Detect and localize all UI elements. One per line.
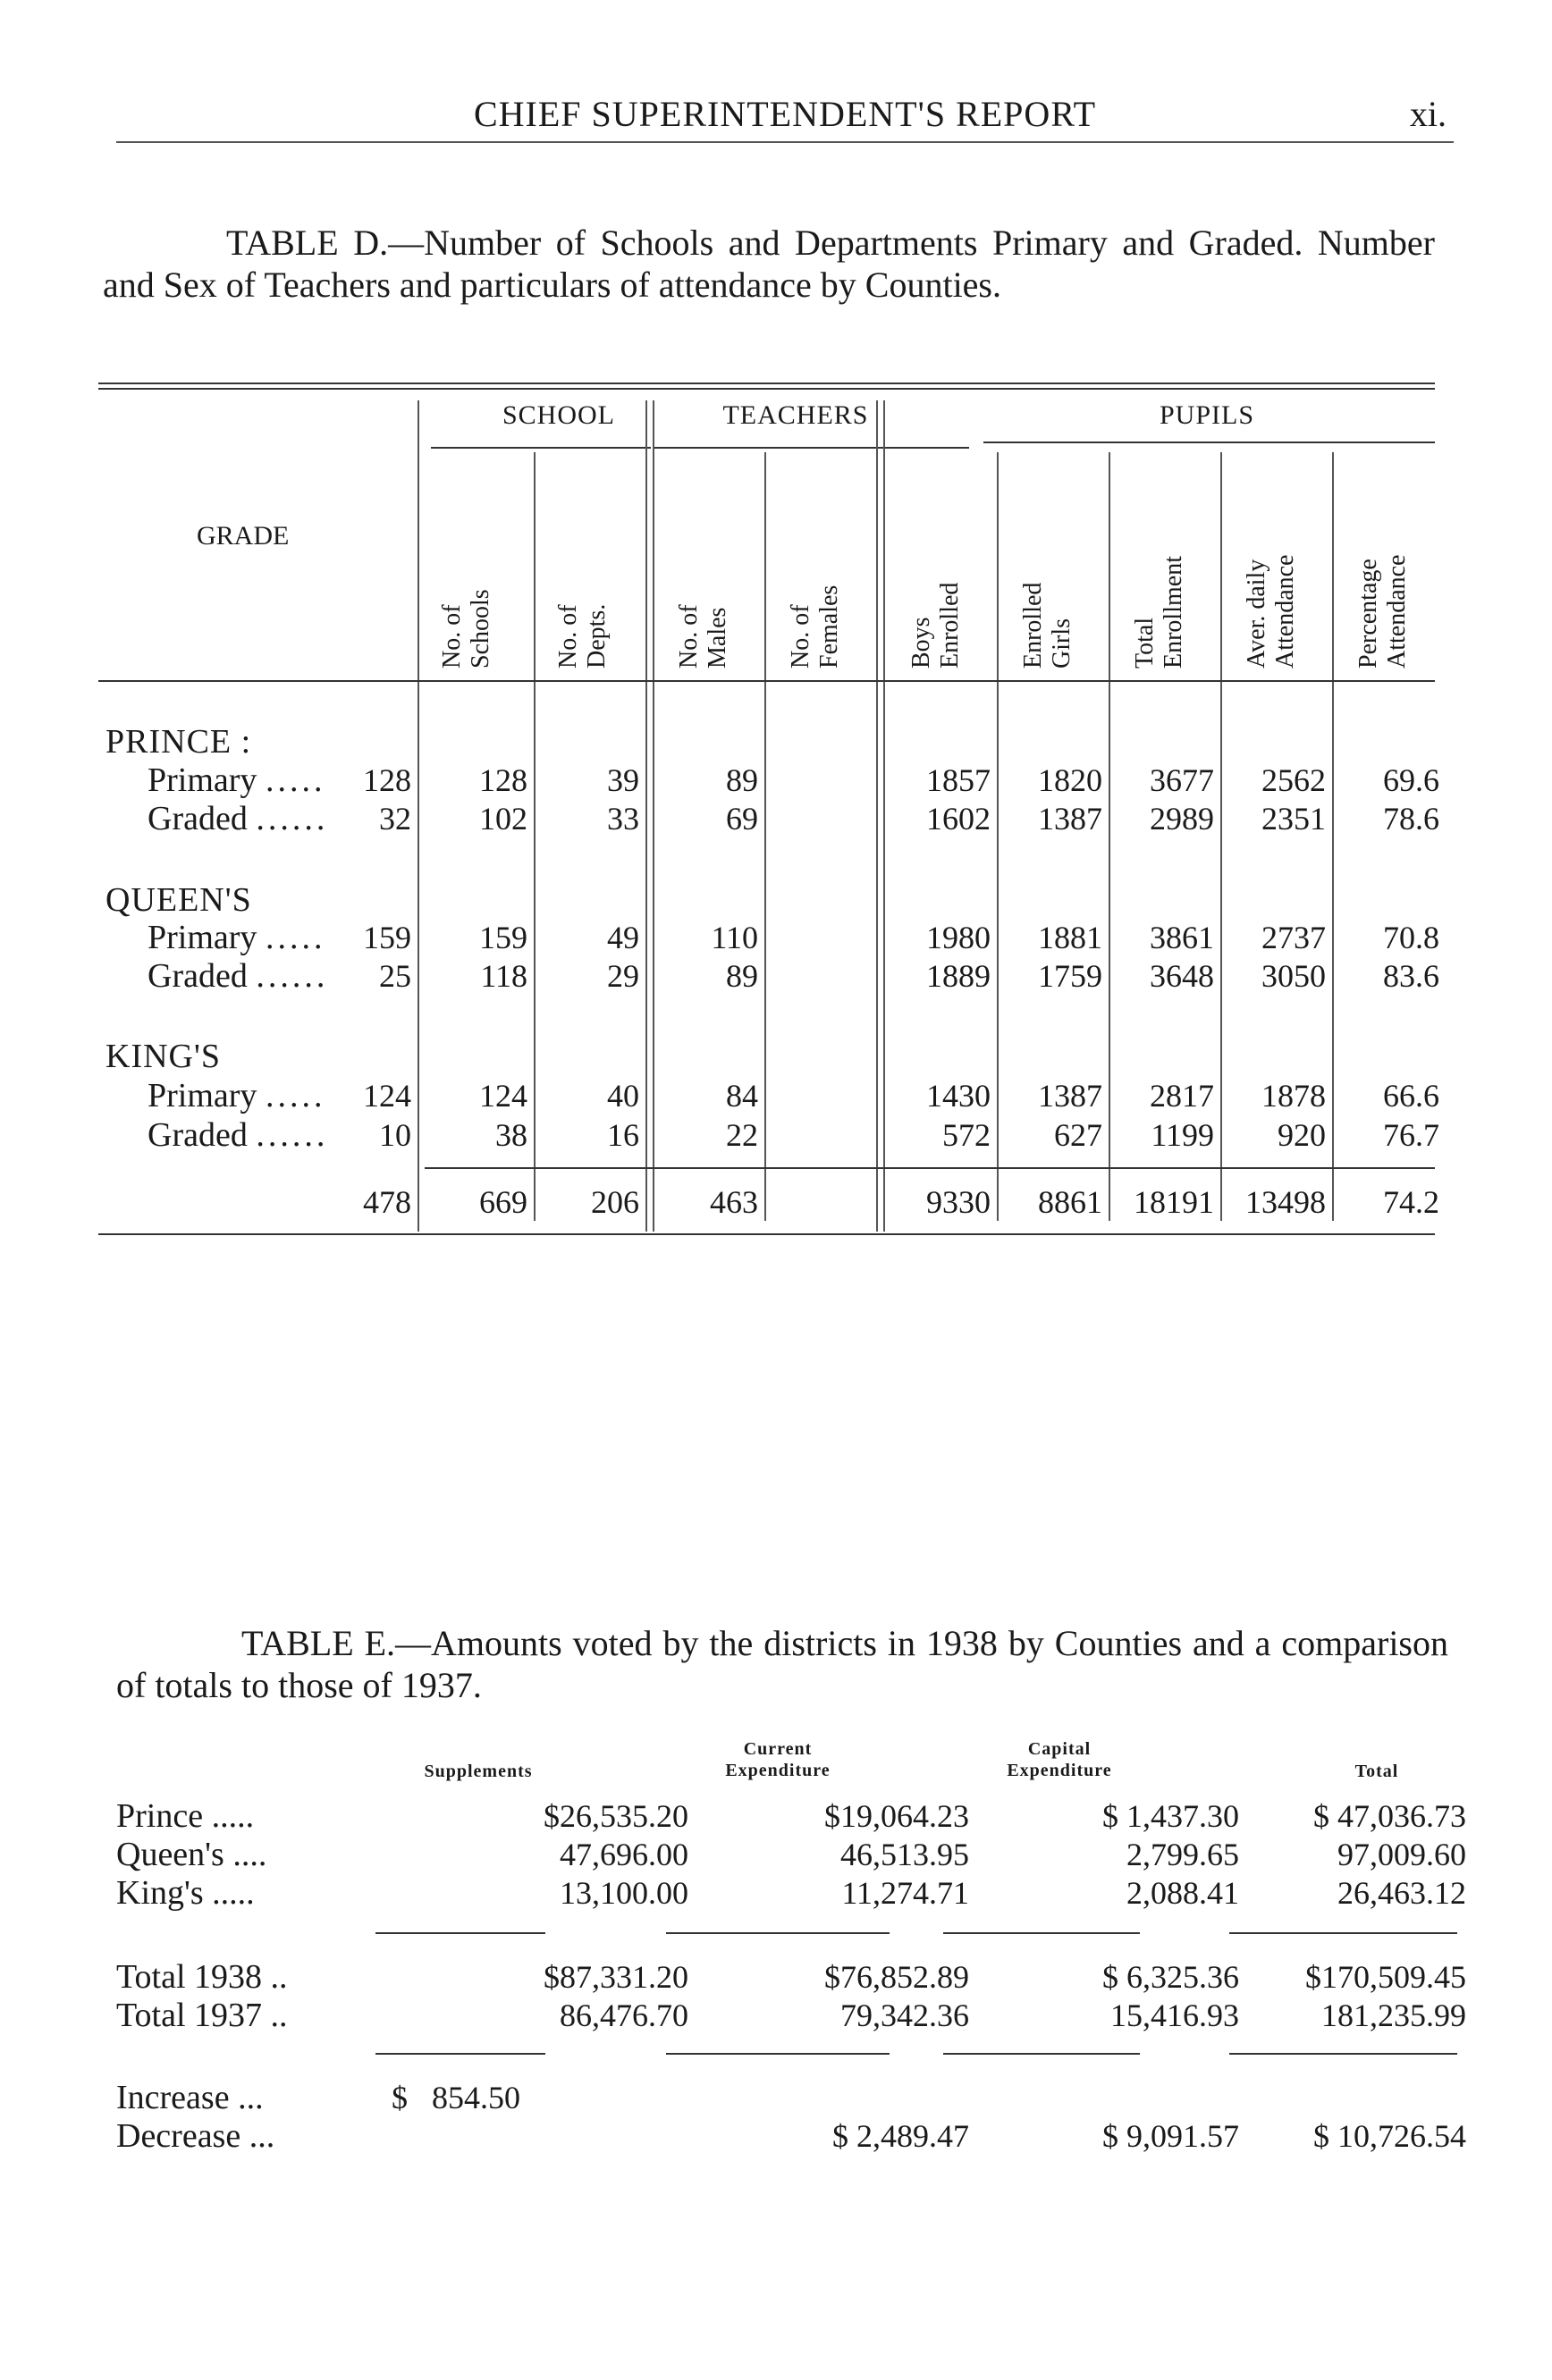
decrease-current: $ 2,489.47	[832, 2118, 969, 2154]
cell-value: 38	[495, 1117, 527, 1153]
cell-value: 3648	[1150, 958, 1214, 994]
cell-value: 2562	[1261, 762, 1326, 798]
cell-value: 3677	[1150, 762, 1214, 798]
county-prince: PRINCE :	[105, 723, 252, 761]
cell-value: 1881	[1038, 920, 1102, 955]
cell-value: 46,513.95	[840, 1837, 969, 1872]
cell-value: 159	[363, 920, 411, 955]
table-e	[107, 1720, 1466, 2185]
cell-value: 11,274.71	[841, 1875, 969, 1911]
cell-value: 2,799.65	[1126, 1837, 1239, 1872]
cell-value: 16	[607, 1117, 639, 1153]
totals-rule	[425, 1167, 1435, 1169]
col-rule	[883, 400, 885, 1232]
row-label: Primary .....	[148, 761, 326, 799]
group-header-school: SCHOOL	[502, 400, 615, 430]
cell-value: 1387	[1038, 1078, 1102, 1114]
sum-rule	[1229, 1932, 1457, 1934]
cell-value: $19,064.23	[824, 1798, 969, 1834]
header-capital-expenditure: Capital Expenditure	[1007, 1739, 1112, 1780]
cell-value: 102	[479, 801, 527, 837]
total-value: 13498	[1245, 1184, 1326, 1220]
total-value: 206	[591, 1184, 639, 1220]
cell-value: 69.6	[1383, 762, 1439, 798]
row-label: Total 1937 ..	[116, 1997, 288, 2034]
difference-rule	[943, 2053, 1140, 2055]
cell-value: 49	[607, 920, 639, 955]
difference-rule	[1229, 2053, 1457, 2055]
cell-value: 572	[942, 1117, 991, 1153]
cell-value: 128	[363, 762, 411, 798]
table-d-top-rule	[98, 383, 1435, 384]
cell-value: 2737	[1261, 920, 1326, 955]
cell-value: 22	[726, 1117, 758, 1153]
col-rule	[997, 452, 999, 1221]
cell-value: 1820	[1038, 762, 1102, 798]
cell-value: 159	[479, 920, 527, 955]
col-rule	[1332, 452, 1334, 1221]
cell-value: $87,331.20	[544, 1959, 688, 1995]
cell-value: 1199	[1151, 1117, 1214, 1153]
table-d-top-rule-2	[98, 388, 1435, 390]
col-header-females: No. of Females	[787, 584, 843, 669]
cell-value: 86,476.70	[560, 1997, 688, 2033]
col-rule	[653, 400, 654, 1232]
col-rule	[764, 452, 766, 1221]
row-label: Graded ......	[148, 800, 329, 837]
header-total: Total	[1354, 1762, 1399, 1781]
cell-value: 2817	[1150, 1078, 1214, 1114]
cell-value: 97,009.60	[1337, 1837, 1466, 1872]
decrease-capital: $ 9,091.57	[1102, 2118, 1239, 2154]
cell-value: 1759	[1038, 958, 1102, 994]
cell-value: 1602	[926, 801, 991, 837]
cell-value: 124	[363, 1078, 411, 1114]
col-header-boys-enrolled: Boys Enrolled	[907, 582, 964, 669]
total-value: 74.2	[1383, 1184, 1439, 1220]
cell-value: 920	[1278, 1117, 1326, 1153]
difference-rule	[666, 2053, 890, 2055]
cell-value: 29	[607, 958, 639, 994]
total-value: 463	[710, 1184, 758, 1220]
page-number: xi.	[1409, 94, 1447, 134]
cell-value: 15,416.93	[1110, 1997, 1239, 2033]
decrease-total: $ 10,726.54	[1313, 2118, 1466, 2154]
grade-header: GRADE	[197, 521, 290, 551]
row-label: Primary .....	[148, 1077, 326, 1114]
row-label: Graded ......	[148, 957, 329, 995]
cell-value: 1430	[926, 1078, 991, 1114]
cell-value: 1889	[926, 958, 991, 994]
running-header	[116, 88, 1454, 143]
cell-value: $26,535.20	[544, 1798, 688, 1834]
total-value: 9330	[926, 1184, 991, 1220]
decrease-label: Decrease ...	[116, 2117, 275, 2155]
cell-value: 69	[726, 801, 758, 837]
table-d-caption: TABLE D.—Number of Schools and Departments Primary and Graded. Number and Sex of Teachers and particulars of attendance by Counties.	[103, 223, 1435, 305]
col-header-schools: No. of Schools	[438, 589, 494, 669]
col-header-average-attendance: Aver. daily Attendance	[1243, 554, 1299, 669]
col-header-girls-enrolled: Enrolled Girls	[1019, 582, 1075, 669]
school-group-rule	[431, 447, 651, 449]
total-value: 478	[363, 1184, 411, 1220]
cell-value: 70.8	[1383, 920, 1439, 955]
cell-value: 25	[379, 958, 411, 994]
col-rule	[534, 452, 536, 1221]
cell-value: 10	[379, 1117, 411, 1153]
cell-value: 1878	[1261, 1078, 1326, 1114]
cell-value: 3861	[1150, 920, 1214, 955]
difference-rule	[375, 2053, 545, 2055]
cell-value: 1980	[926, 920, 991, 955]
row-label: Total 1938 ..	[116, 1958, 288, 1996]
group-header-teachers: TEACHERS	[722, 400, 869, 430]
col-rule	[876, 400, 878, 1232]
cell-value: 1857	[926, 762, 991, 798]
cell-value: 78.6	[1383, 801, 1439, 837]
cell-value: 3050	[1261, 958, 1326, 994]
total-value: 8861	[1038, 1184, 1102, 1220]
col-header-total-enrollment: Total Enrollment	[1131, 556, 1187, 669]
group-header-pupils: PUPILS	[1159, 400, 1255, 430]
cell-value: 89	[726, 958, 758, 994]
cell-value: 2989	[1150, 801, 1214, 837]
col-rule	[1220, 452, 1222, 1221]
col-rule	[1109, 452, 1110, 1221]
cell-value: 181,235.99	[1321, 1997, 1466, 2033]
cell-value: 89	[726, 762, 758, 798]
county-kings: KING'S	[105, 1038, 221, 1075]
row-label: King's .....	[116, 1874, 255, 1912]
cell-value: 76.7	[1383, 1117, 1439, 1153]
increase-supplements: $ 854.50	[392, 2080, 520, 2115]
cell-value: 39	[607, 762, 639, 798]
col-rule	[418, 400, 419, 1232]
header-supplements: Supplements	[424, 1762, 533, 1781]
cell-value: 110	[711, 920, 758, 955]
cell-value: 13,100.00	[560, 1875, 688, 1911]
cell-value: 128	[479, 762, 527, 798]
row-label: Primary .....	[148, 919, 326, 956]
sum-rule	[943, 1932, 1140, 1934]
running-title: CHIEF SUPERINTENDENT'S REPORT	[473, 94, 1097, 134]
table-e-caption: TABLE E.—Amounts voted by the districts in 1938 by Counties and a comparison of totals to those of 1937.	[116, 1623, 1448, 1705]
cell-value: $76,852.89	[824, 1959, 969, 1995]
row-label: Prince .....	[116, 1797, 255, 1835]
pupils-group-rule	[983, 442, 1435, 443]
cell-value: 32	[379, 801, 411, 837]
cell-value: 124	[479, 1078, 527, 1114]
table-d-bottom-rule	[98, 1233, 1435, 1235]
county-queens: QUEEN'S	[105, 881, 252, 919]
table-d	[98, 383, 1439, 1240]
cell-value: 627	[1054, 1117, 1102, 1153]
sum-rule	[666, 1932, 890, 1934]
total-value: 669	[479, 1184, 527, 1220]
cell-value: 40	[607, 1078, 639, 1114]
cell-value: 1387	[1038, 801, 1102, 837]
cell-value: 2351	[1261, 801, 1326, 837]
header-bottom-rule	[98, 680, 1435, 682]
cell-value: 47,696.00	[560, 1837, 688, 1872]
cell-value: 118	[480, 958, 527, 994]
cell-value: 66.6	[1383, 1078, 1439, 1114]
col-header-depts: No. of Depts.	[554, 603, 611, 669]
col-header-males: No. of Males	[675, 604, 731, 669]
increase-label: Increase ...	[116, 2079, 264, 2116]
cell-value: 79,342.36	[840, 1997, 969, 2033]
row-label: Queen's ....	[116, 1836, 267, 1873]
cell-value: 83.6	[1383, 958, 1439, 994]
teachers-group-rule	[654, 447, 969, 449]
sum-rule	[375, 1932, 545, 1934]
col-header-percentage-attendance: Percentage Attendance	[1354, 554, 1411, 669]
cell-value: $ 1,437.30	[1102, 1798, 1239, 1834]
col-rule	[645, 400, 647, 1232]
header-current-expenditure: Current Expenditure	[725, 1739, 831, 1780]
cell-value: $ 47,036.73	[1313, 1798, 1466, 1834]
row-label: Graded ......	[148, 1116, 329, 1154]
cell-value: $ 6,325.36	[1102, 1959, 1239, 1995]
cell-value: 2,088.41	[1126, 1875, 1239, 1911]
cell-value: 26,463.12	[1337, 1875, 1466, 1911]
cell-value: 84	[726, 1078, 758, 1114]
cell-value: $170,509.45	[1305, 1959, 1466, 1995]
total-value: 18191	[1134, 1184, 1214, 1220]
cell-value: 33	[607, 801, 639, 837]
